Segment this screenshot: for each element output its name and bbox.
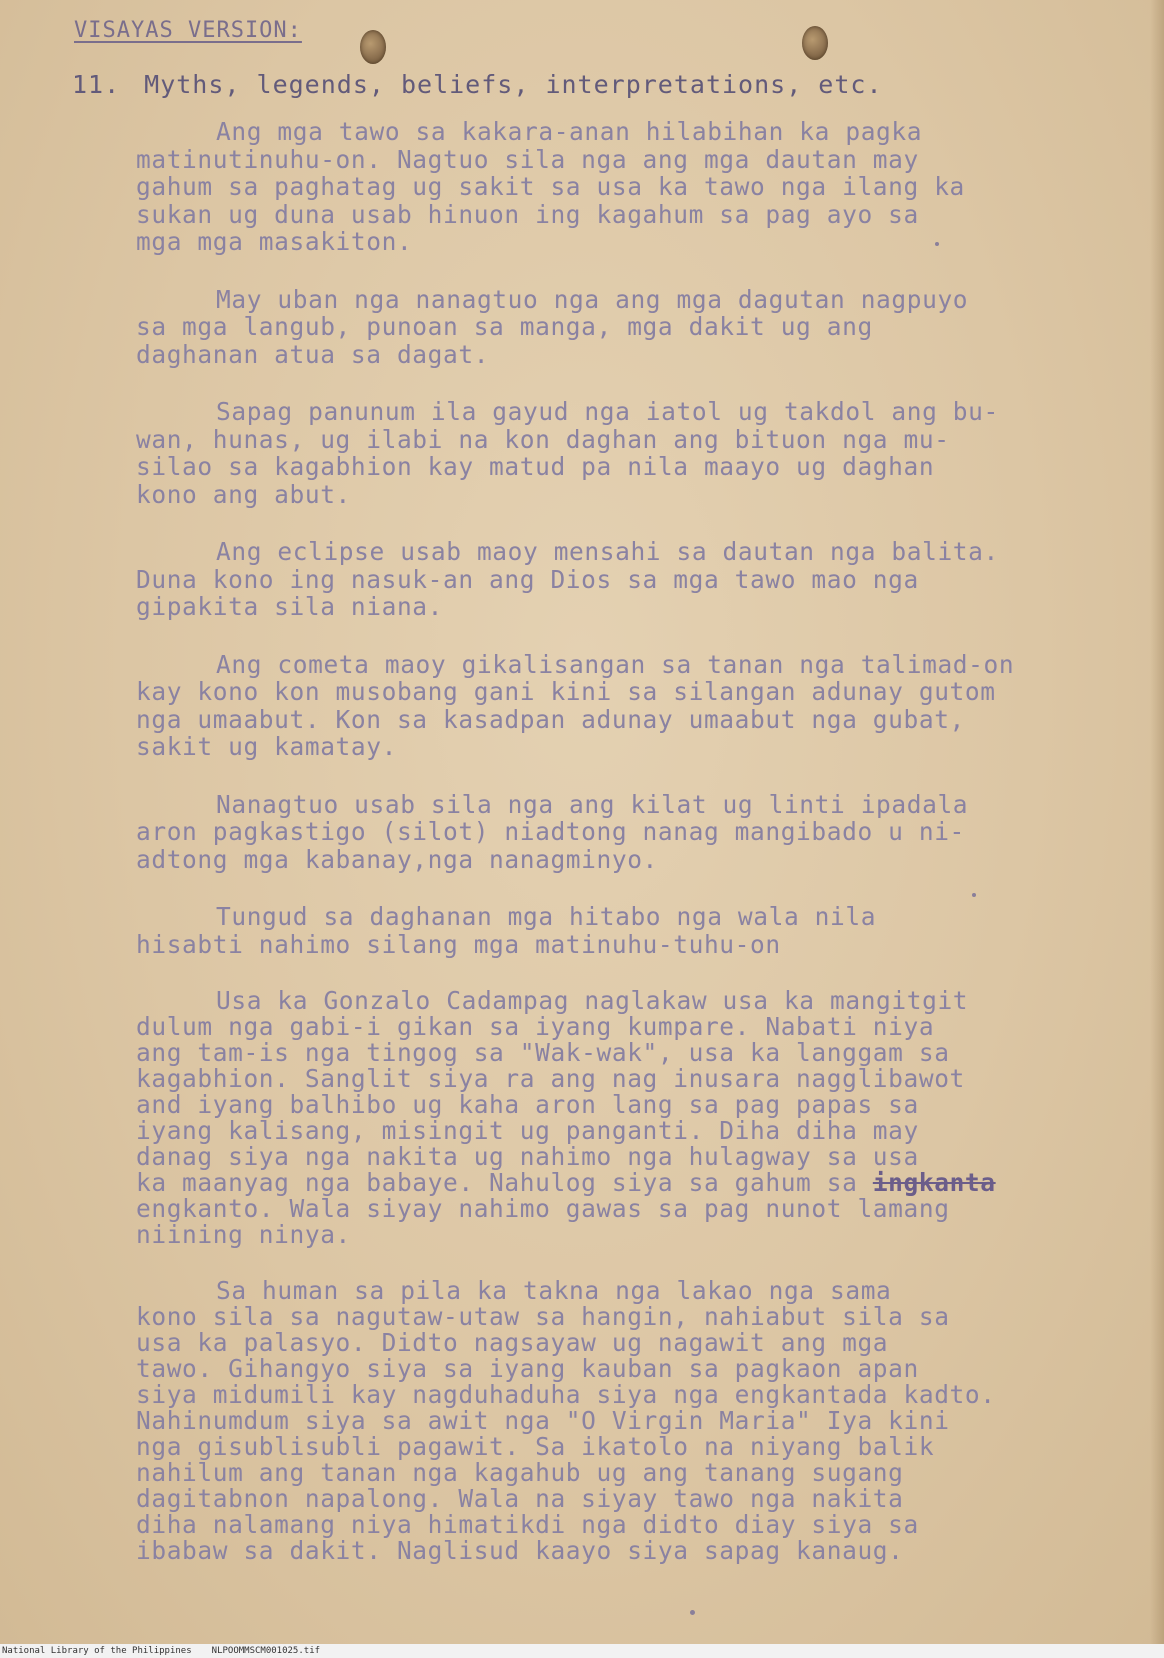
text-line: Sa human sa pila ka takna nga lakao nga sama [216,1276,892,1305]
footer-institution: National Library of the Philippines [2,1646,192,1656]
document-heading: VISAYAS VERSION: [74,18,302,43]
text-line: May uban nga nanagtuo nga ang mga dagutan nagpuyo [216,284,969,314]
paragraph [136,903,1136,958]
paragraph [136,286,1136,369]
paragraph [136,398,1136,508]
text-line: Ang eclipse usab maoy mensahi sa dautan nga balita. [216,537,999,566]
text-line: kono sila sa nagutaw-utaw sa hangin, nahiabut sila sa [136,1302,950,1331]
paragraph [136,791,1136,874]
text-line: mga mga masakiton. [136,227,413,256]
text-line: silao sa kagabhion kay matud pa nila maayo ug daghan [136,452,935,481]
text-line: nahilum ang tanan nga kagahub ug ang tanang sugang [136,1458,904,1487]
text-line: niining ninya. [136,1220,351,1249]
page-edge-shadow [1150,0,1164,1658]
text-line: gahum sa paghatag ug sakit sa usa ka tawo nga ilang ka [136,172,965,201]
text-line: and iyang balhibo ug kaha aron lang sa pag papas sa [136,1090,919,1119]
scan-footer [0,1644,1164,1658]
text-line: matinutinuhu-on. Nagtuo sila nga ang mga dautan may [136,144,919,174]
item-header [72,70,883,99]
text-line: aron pagkastigo (silot) niadtong nanag mangibado u ni- [136,817,965,846]
text-line: danag siya nga nakita ug nahimo nga hulagway sa usa [136,1142,919,1171]
text-line: kay kono kon musobang gani kini sa silangan adunay gutom [136,677,996,706]
footer-filename: NLPOOMMSCM001025.tif [211,1646,321,1656]
text-line: sukan ug duna usab hinuon ing kagahum sa pag ayo sa [136,199,919,229]
text-line: sakit ug kamatay. [136,732,397,761]
text-line: sa mga langub, punoan sa manga, mga dakit ug ang [136,312,873,341]
text-line: kono ang abut. [136,479,351,509]
ink-speck [690,1610,695,1615]
punch-hole [802,26,828,60]
text-line: Duna kono ing nasuk-an ang Dios sa mga tawo mao nga [136,564,919,594]
paragraph [136,118,1136,256]
text-line: nga umaabut. Kon sa kasadpan adunay umaabut nga gubat, [136,704,965,734]
text-line: Usa ka Gonzalo Cadampag naglakaw usa ka mangitgit [216,986,969,1015]
item-title: Myths, legends, beliefs, interpretations, etc. [144,70,883,99]
ink-speck [972,893,976,897]
text-line: Nahinumdum siya sa awit nga "O Virgin Maria" Iya kini [136,1406,950,1435]
text-line: wan, hunas, ug ilabi na kon daghan ang bituon nga mu- [136,424,950,454]
text-line: dulum nga gabi-i gikan sa iyang kumpare. Nabati niya [136,1012,935,1041]
text-line: engkanto. Wala siyay nahimo gawas sa pag nunot lamang [136,1194,950,1223]
text-line: gipakita sila niana. [136,592,444,621]
text-line: dagitabnon napalong. Wala na siyay tawo nga nakita [136,1484,904,1513]
text-line: Ang mga tawo sa kakara-anan hilabihan ka pagka [216,117,923,146]
text-line: Tungud sa daghanan mga hitabo nga wala nila [216,902,877,931]
struck-word: ingkanta [872,1168,996,1197]
text-line: Nanagtuo usab sila nga ang kilat ug linti ipadala [216,789,969,819]
text-line: tawo. Gihangyo siya sa iyang kauban sa pagkaon apan [136,1354,919,1383]
text-line: iyang kalisang, misingit ug panganti. Diha diha may [136,1116,919,1145]
paragraph [136,988,1136,1248]
text-line [136,1170,1136,1196]
text-line: nga gisublisubli pagawit. Sa ikatolo na niyang balik [136,1432,935,1461]
text-line: adtong mga kabanay,nga nanagminyo. [136,844,658,874]
item-number: 11. [72,70,121,99]
ink-speck [935,242,939,246]
text-line: Ang cometa maoy gikalisangan sa tanan nga talimad-on [216,649,1015,679]
text-line: kagabhion. Sanglit siya ra ang nag inusara nagglibawot [136,1064,965,1093]
punch-hole [360,30,386,64]
document-body [136,118,1136,1594]
paragraph [136,651,1136,761]
text-line: hisabti nahimo silang mga matinuhu-tuhu-on [136,929,781,959]
text-line: ang tam-is nga tingog sa "Wak-wak", usa ka langgam sa [136,1038,950,1067]
text-line: Sapag panunum ila gayud nga iatol ug takdol ang bu- [216,397,999,426]
text-line: daghanan atua sa dagat. [136,339,490,369]
text-line-content: ka maanyag nga babaye. Nahulog siya sa gahum sa [136,1168,873,1197]
text-line: usa ka palasyo. Didto nagsayaw ug nagawit ang mga [136,1328,889,1357]
text-line: diha nalamang niya himatikdi nga didto diay siya sa [136,1510,919,1539]
paragraph [136,538,1136,621]
paragraph [136,1278,1136,1564]
text-line: ibabaw sa dakit. Naglisud kaayo siya sapag kanaug. [136,1536,904,1565]
text-line: siya midumili kay nagduhaduha siya nga engkantada kadto. [136,1380,996,1409]
